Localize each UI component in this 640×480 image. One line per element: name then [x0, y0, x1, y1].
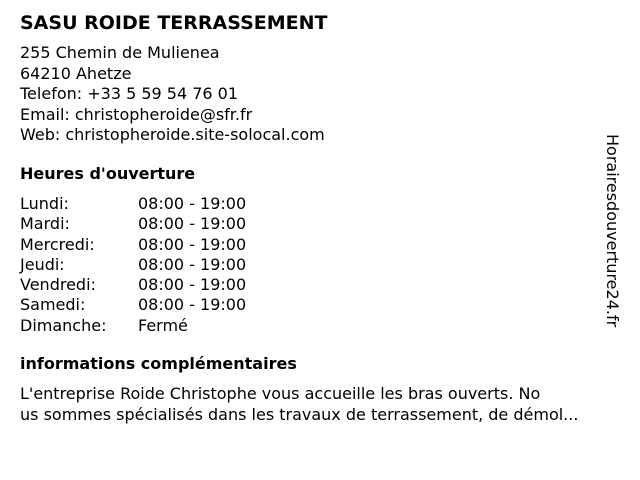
day-label: Lundi:: [20, 194, 69, 213]
website-url: Web: christopheroide.site-solocal.com: [20, 125, 325, 144]
opening-hours-list: [20, 194, 246, 336]
day-label: Dimanche:: [20, 315, 107, 335]
hours-row-dimanche: [20, 316, 246, 336]
day-label: Samedi:: [20, 295, 86, 315]
time-range: 08:00 - 19:00: [138, 214, 247, 234]
contact-info: [20, 43, 325, 146]
time-range: 08:00 - 19:00: [138, 275, 247, 295]
extra-info-heading: informations complémentaires: [20, 354, 297, 373]
email-address: Email: christopheroide@sfr.fr: [20, 104, 253, 124]
time-range: Fermé: [138, 315, 188, 335]
site-watermark: Horairesdouverture24.fr: [603, 134, 622, 328]
day-label: Mercredi:: [20, 234, 95, 254]
hours-row-mardi: [20, 214, 246, 234]
hours-row-samedi: [20, 295, 246, 315]
address-street: 255 Chemin de Mulienea: [20, 43, 220, 62]
time-range: 08:00 - 19:00: [138, 295, 247, 315]
time-range: 08:00 - 19:00: [138, 254, 247, 274]
time-range: 08:00 - 19:00: [138, 234, 247, 254]
day-label: Vendredi:: [20, 275, 96, 295]
hours-row-lundi: [20, 194, 246, 214]
description-text: [20, 384, 630, 425]
hours-row-vendredi: [20, 275, 246, 295]
day-label: Jeudi:: [20, 254, 65, 274]
business-name: SASU ROIDE TERRASSEMENT: [20, 12, 328, 34]
phone-number: Telefon: +33 5 59 54 76 01: [20, 84, 239, 103]
hours-row-jeudi: [20, 255, 246, 275]
description-line-2: us sommes spécialisés dans les travaux de terrassement, de démol...: [20, 404, 579, 424]
hours-heading: Heures d'ouverture: [20, 164, 196, 183]
day-label: Mardi:: [20, 214, 70, 234]
description-line-1: L'entreprise Roide Christophe vous accueille les bras ouverts. No: [20, 384, 541, 403]
address-city: 64210 Ahetze: [20, 63, 132, 83]
time-range: 08:00 - 19:00: [138, 194, 247, 213]
hours-row-mercredi: [20, 235, 246, 255]
